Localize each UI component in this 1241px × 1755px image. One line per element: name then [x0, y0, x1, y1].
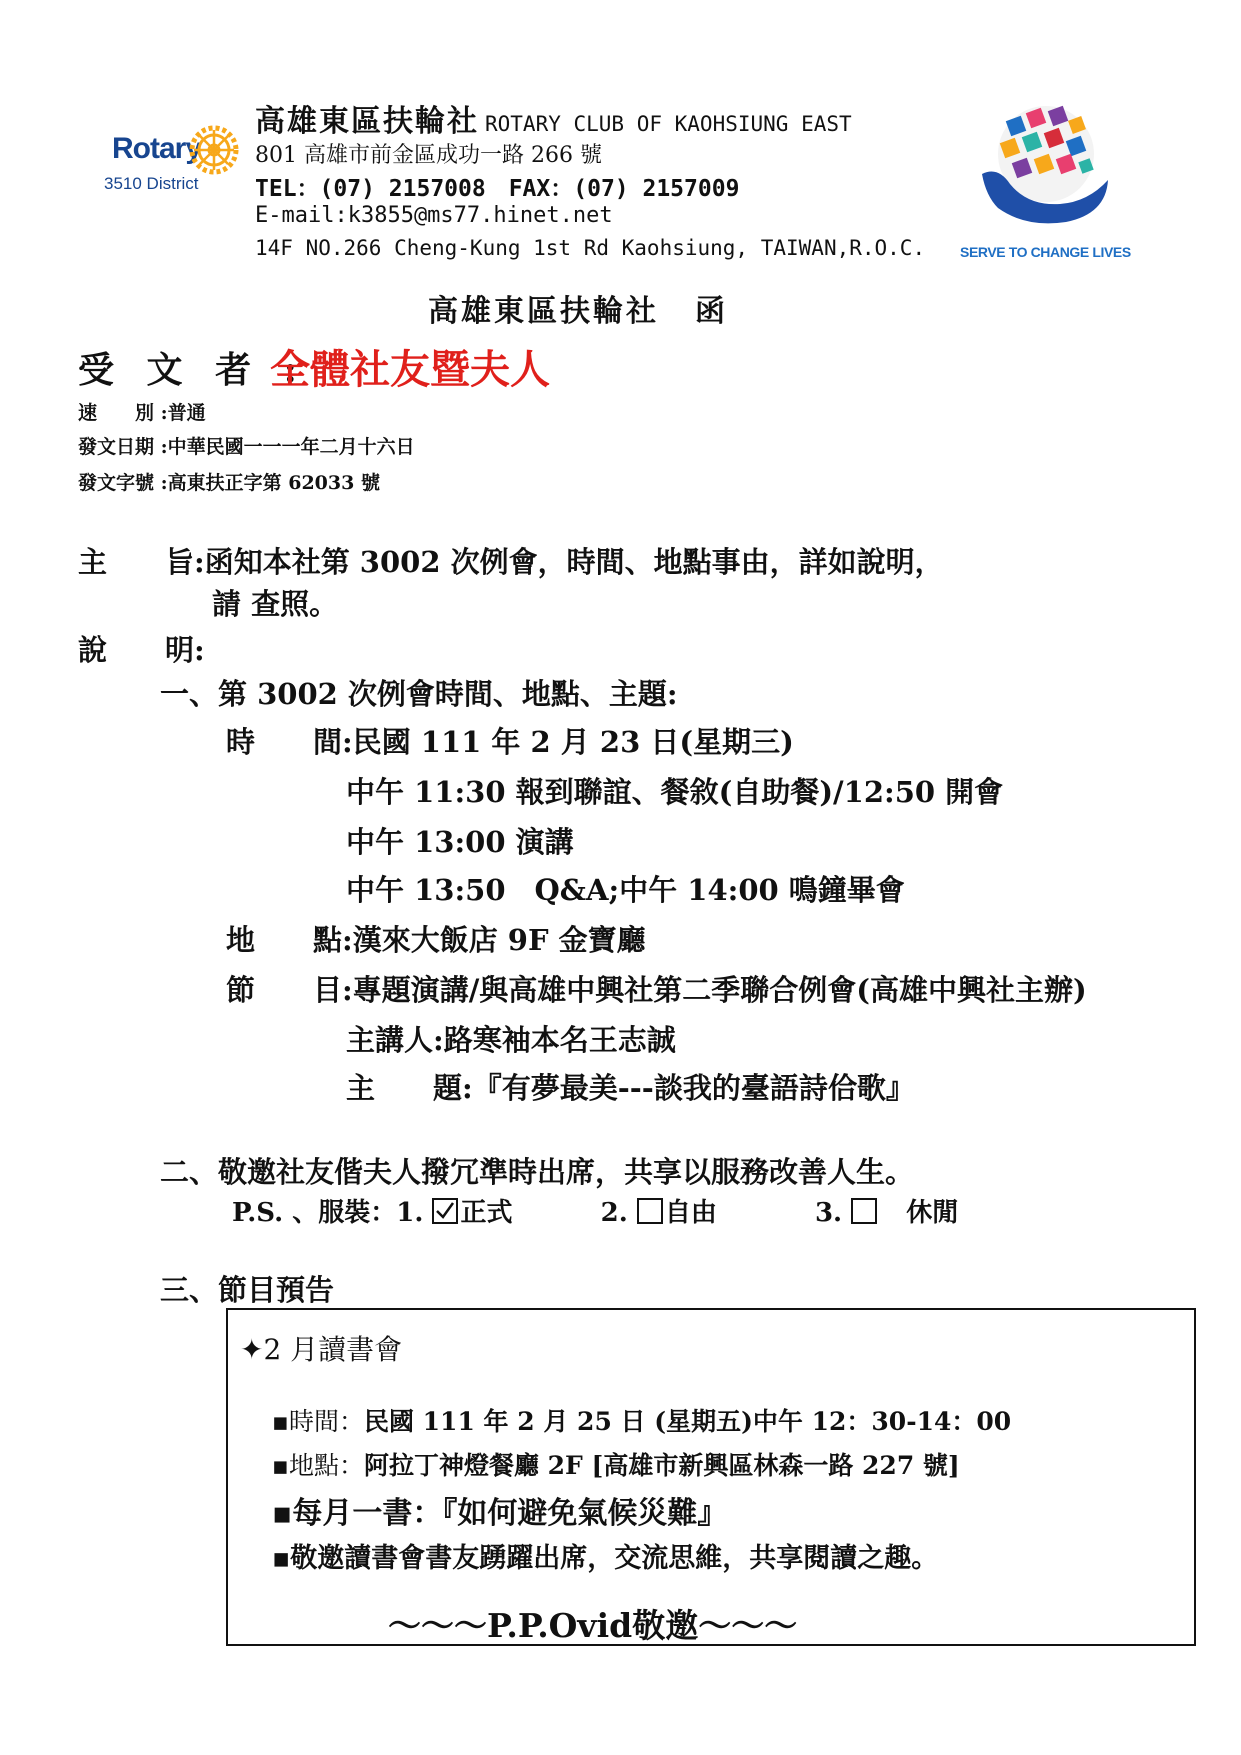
- item-1-heading: 一、第 3002 次例會時間、地點、主題:: [160, 677, 678, 711]
- dress-option-leisure: 休閒: [906, 1198, 959, 1228]
- subject-line-2: 請 查照。: [212, 587, 339, 621]
- meta-urgency: 速 別 :普通: [78, 402, 206, 424]
- meta-date: 發文日期 :中華民國一一一年二月十六日: [78, 436, 415, 458]
- speaker: 主講人:路寒袖本名王志誠: [346, 1023, 676, 1057]
- meeting-program: 節 目:專題演講/與高雄中興社第二季聯合例會(高雄中興社主辦): [226, 973, 1087, 1007]
- club-address-cn: 801 高雄市前金區成功一路 266 號: [255, 143, 602, 168]
- meta-doc-number: 發文字號 :高東扶正字第 62033 號: [78, 472, 380, 494]
- speech-topic: 主 題:『有夢最美---談我的臺語詩佮歌』: [346, 1071, 915, 1105]
- club-name-en: ROTARY CLUB OF KAOHSIUNG EAST: [485, 112, 852, 136]
- rotary-district-logo: [88, 118, 238, 206]
- program-preview-box: [226, 1308, 1196, 1646]
- club-name-cn: 高雄東區扶輪社: [255, 104, 479, 139]
- rotary-district-label: 3510 District: [104, 174, 199, 193]
- preview-place: [272, 1446, 960, 1482]
- club-name: [255, 96, 852, 140]
- preview-time-label: ▪時間：: [272, 1407, 364, 1436]
- letter-title-club: 高雄東區扶輪社: [428, 294, 659, 329]
- preview-time-value: 民國 111 年 2 月 25 日 (星期五)中午 12：30-14：00: [363, 1407, 1012, 1436]
- dress-option-casual: 自由: [664, 1198, 717, 1228]
- item-2-invitation: 二、敬邀社友偕夫人撥冗準時出席，共享以服務改善人生。: [160, 1155, 915, 1189]
- dress-option-formal: 正式: [460, 1198, 513, 1228]
- theme-logo: [960, 96, 1148, 266]
- meeting-date: 時 間:民國 111 年 2 月 23 日(星期三): [226, 725, 794, 759]
- explanation-label: 說 明:: [78, 633, 205, 667]
- schedule-line: 中午 11:30 報到聯誼、餐敘(自助餐)/12:50 開會: [346, 775, 1004, 809]
- dress-code: [232, 1192, 958, 1229]
- rotary-wheel-icon: [186, 122, 242, 178]
- dress-option-num: 3.: [814, 1198, 843, 1228]
- club-tel-fax: TEL：(07) 2157008 FAX：(07) 2157009: [255, 176, 740, 202]
- rotary-logo-word: Rotary: [112, 132, 202, 165]
- schedule-line: 中午 13:50 Q&A;中午 14:00 鳴鐘畢會: [346, 873, 905, 907]
- letter-title-type: 函: [695, 294, 728, 329]
- item-3-heading: 三、節目預告: [160, 1273, 335, 1307]
- preview-place-label: ▪地點：: [272, 1451, 364, 1480]
- preview-place-value: 阿拉丁神燈餐廳 2F [高雄市新興區林森一路 227 號]: [363, 1451, 960, 1480]
- club-address-en: 14F NO.266 Cheng-Kung 1st Rd Kaohsiung, TAIWAN,R.O.C.: [255, 236, 926, 260]
- dress-code-label: P.S. 、服裝：1.: [232, 1198, 424, 1228]
- dress-option-num: 2.: [600, 1198, 628, 1228]
- letter-title: [428, 286, 728, 330]
- globe-hand-icon: [968, 96, 1118, 236]
- club-email: E-mail:k3855@ms77.hinet.net: [255, 203, 613, 228]
- preview-invitation: ▪敬邀讀書會書友踴躍出席，交流思維，共享閱讀之趣。: [272, 1543, 939, 1574]
- recipient-value: 全體社友暨夫人: [270, 346, 550, 393]
- preview-book: ▪每月一書：『如何避免氣候災難』: [272, 1496, 728, 1531]
- empty-box-icon: [637, 1198, 663, 1224]
- meeting-place: 地 點:漢來大飯店 9F 金寶廳: [226, 923, 646, 957]
- recipient-label: 受 文 者 :: [78, 349, 307, 391]
- subject-line: 主 旨:函知本社第 3002 次例會，時間、地點事由，詳如說明，: [78, 545, 944, 579]
- checked-box-icon: [432, 1198, 458, 1224]
- preview-title: ✦2 月讀書會: [240, 1333, 403, 1366]
- empty-box-icon: [851, 1198, 877, 1224]
- schedule-line: 中午 13:00 演講: [346, 825, 574, 859]
- theme-slogan: SERVE TO CHANGE LIVES: [960, 244, 1131, 260]
- preview-signature: ～～～P.P.Ovid敬邀～～～: [388, 1606, 798, 1645]
- preview-time: [272, 1402, 1011, 1438]
